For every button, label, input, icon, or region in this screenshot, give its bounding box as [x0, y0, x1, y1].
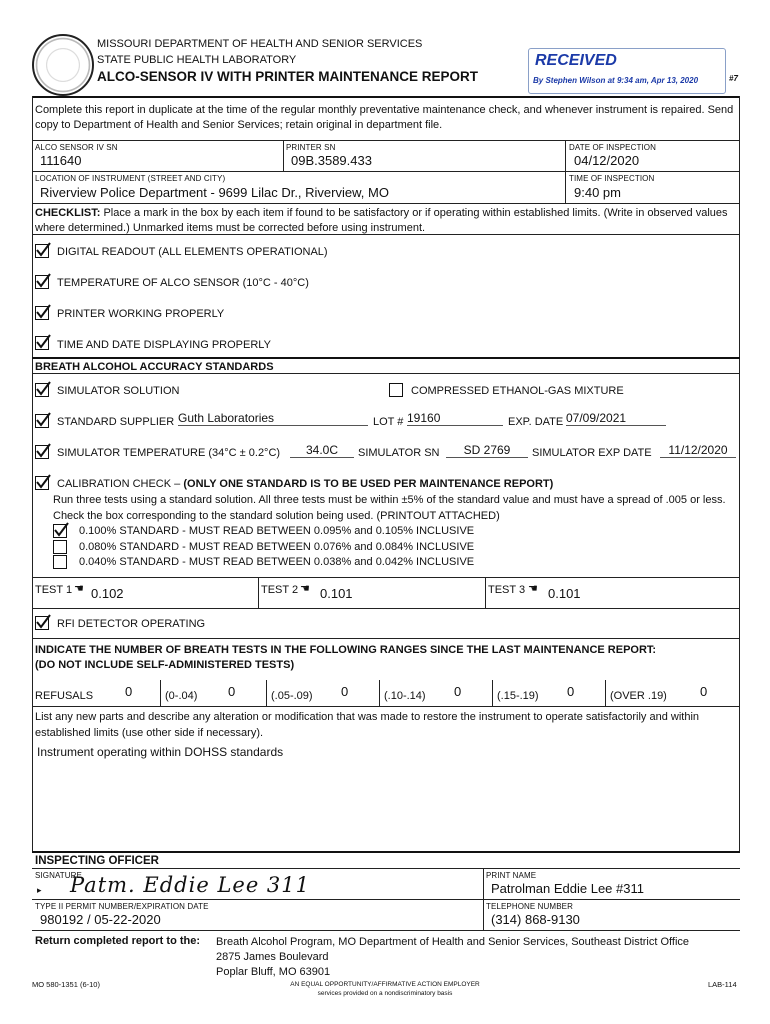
- calibration-label: CALIBRATION CHECK –: [57, 478, 181, 490]
- standard-080-label: 0.080% STANDARD - MUST READ BETWEEN 0.076% and 0.084% INCLUSIVE: [79, 541, 475, 553]
- simulator-temp-checkbox[interactable]: [35, 445, 49, 459]
- signature-field[interactable]: Patm. Eddie Lee 311: [70, 873, 311, 897]
- simulator-solution-checkbox[interactable]: [35, 383, 49, 397]
- standard-100-checkbox[interactable]: [53, 524, 67, 538]
- range-05-09-label: (.05-.09): [271, 690, 313, 702]
- received-stamp: [528, 48, 726, 94]
- time-label: TIME OF INSPECTION: [569, 174, 655, 183]
- compressed-gas-checkbox[interactable]: [389, 383, 403, 397]
- refusals-field[interactable]: 0: [125, 684, 133, 699]
- stamp-detail: By Stephen Wilson at 9:34 am, Apr 13, 2020: [533, 76, 699, 85]
- date-field[interactable]: 04/12/2020: [574, 153, 640, 168]
- calibration-instructions: Run three tests using a standard solution. All three tests must be within ±5% of the standard value and must have a spread of .005 or less. Check the box corresponding to the standard solution being used. (PRINTOUT ATTACHED): [53, 494, 726, 522]
- range-15-19-label: (.15-.19): [497, 690, 539, 702]
- return-line3: Poplar Bluff, MO 63901: [216, 966, 331, 978]
- supplier-label: STANDARD SUPPLIER: [57, 416, 175, 428]
- digital-readout-label: DIGITAL READOUT (ALL ELEMENTS OPERATIONAL): [57, 246, 328, 258]
- phone-field[interactable]: (314) 868-9130: [491, 912, 580, 927]
- page-title: ALCO-SENSOR IV WITH PRINTER MAINTENANCE REPORT: [97, 69, 479, 84]
- location-label: LOCATION OF INSTRUMENT (STREET AND CITY): [35, 174, 226, 183]
- print-name-label: PRINT NAME: [486, 871, 537, 880]
- supplier-field[interactable]: Guth Laboratories: [178, 411, 368, 426]
- return-address: [216, 935, 689, 980]
- calibration-heading: [57, 478, 553, 490]
- eeo-line2: services provided on a nondiscriminatory basis: [317, 990, 453, 997]
- printer-checkbox[interactable]: [35, 306, 49, 320]
- parts-instructions: List any new parts and describe any alteration or modification that was made to restore the instrument to operate satisfactorily and within established limits (use other side if necessary).: [35, 711, 700, 739]
- time-date-checkbox[interactable]: [35, 336, 49, 350]
- permit-label: TYPE II PERMIT NUMBER/EXPIRATION DATE: [35, 902, 209, 911]
- supplier-checkbox[interactable]: [35, 414, 49, 428]
- simulator-temp-field[interactable]: 34.0C: [290, 443, 354, 458]
- simulator-exp-label: SIMULATOR EXP DATE: [532, 447, 652, 459]
- return-line2: 2875 James Boulevard: [216, 951, 329, 963]
- arrow-icon: ▸: [37, 885, 42, 895]
- agency-name: MISSOURI DEPARTMENT OF HEALTH AND SENIOR SERVICES: [97, 38, 423, 50]
- simulator-exp-field[interactable]: 11/12/2020: [660, 443, 736, 458]
- range-10-14-label: (.10-.14): [384, 690, 426, 702]
- intro-text: Complete this report in duplicate at the time of the regular monthly preventative maintenance check, and whenever instrument is repaired. Send copy to Department of Health and Senior Services; retain original in department file.: [35, 104, 734, 131]
- standard-080-checkbox[interactable]: [53, 540, 67, 554]
- date-label: DATE OF INSPECTION: [569, 143, 656, 152]
- range-over-19-field[interactable]: 0: [700, 684, 708, 699]
- alco-sn-field[interactable]: 111640: [40, 153, 82, 168]
- alco-sn-label: ALCO SENSOR IV SN: [35, 143, 118, 152]
- rfi-label: RFI DETECTOR OPERATING: [57, 618, 206, 630]
- range-10-14-field[interactable]: 0: [454, 684, 462, 699]
- test2-field[interactable]: 0.101: [320, 586, 353, 601]
- printer-sn-label: PRINTER SN: [286, 143, 336, 152]
- return-label: Return completed report to the:: [35, 935, 201, 947]
- lab-code: LAB-114: [708, 980, 737, 989]
- standard-040-checkbox[interactable]: [53, 555, 67, 569]
- refusals-label: REFUSALS: [35, 690, 94, 702]
- ranges-subheading: (DO NOT INCLUDE SELF-ADMINISTERED TESTS): [35, 659, 295, 671]
- range-0-04-field[interactable]: 0: [228, 684, 236, 699]
- range-over-19-label: (OVER .19): [610, 690, 667, 702]
- temperature-checkbox[interactable]: [35, 275, 49, 289]
- pointer-icon: ☚: [300, 583, 310, 595]
- temperature-label: TEMPERATURE OF ALCO SENSOR (10°C - 40°C): [57, 277, 309, 289]
- eeo-statement: [0, 980, 770, 998]
- simulator-solution-label: SIMULATOR SOLUTION: [57, 385, 180, 397]
- return-line1: Breath Alcohol Program, MO Department of Health and Senior Services, Southeast District Office: [216, 936, 690, 948]
- state-seal: [32, 34, 94, 96]
- parts-description-field[interactable]: Instrument operating within DOHSS standards: [37, 745, 284, 759]
- print-name-field[interactable]: Patrolman Eddie Lee #311: [491, 881, 644, 896]
- range-05-09-field[interactable]: 0: [341, 684, 349, 699]
- checklist-instructions: [35, 206, 737, 236]
- checklist-text: Place a mark in the box by each item if found to be satisfactory or if operating within established limits. (Write in observed values where determined.) Unmarked items must be corrected before using instrument.: [35, 207, 728, 234]
- test1-field[interactable]: 0.102: [91, 586, 124, 601]
- pointer-icon: ☚: [528, 583, 538, 595]
- test3-field[interactable]: 0.101: [548, 586, 581, 601]
- stamp-number: #7: [729, 74, 738, 83]
- exp-date-field[interactable]: 07/09/2021: [566, 411, 666, 426]
- compressed-gas-label: COMPRESSED ETHANOL-GAS MIXTURE: [411, 385, 624, 397]
- time-date-label: TIME AND DATE DISPLAYING PROPERLY: [57, 339, 271, 351]
- exp-date-label: EXP. DATE: [508, 416, 564, 428]
- officer-heading: INSPECTING OFFICER: [35, 855, 159, 867]
- standard-040-label: 0.040% STANDARD - MUST READ BETWEEN 0.038% and 0.042% INCLUSIVE: [79, 556, 475, 568]
- stamp-title: RECEIVED: [535, 52, 617, 69]
- simulator-sn-label: SIMULATOR SN: [358, 447, 440, 459]
- time-field[interactable]: 9:40 pm: [574, 185, 621, 200]
- range-0-04-label: (0-.04): [165, 690, 198, 702]
- standard-100-label: 0.100% STANDARD - MUST READ BETWEEN 0.095% and 0.105% INCLUSIVE: [79, 525, 475, 537]
- test1-label: TEST 1: [35, 584, 73, 596]
- test3-label: TEST 3: [488, 584, 526, 596]
- location-field[interactable]: Riverview Police Department - 9699 Lilac Dr., Riverview, MO: [40, 185, 389, 200]
- form-number: MO 580-1351 (6-10): [32, 980, 100, 989]
- rfi-checkbox[interactable]: [35, 616, 49, 630]
- phone-label: TELEPHONE NUMBER: [486, 902, 573, 911]
- ranges-heading: INDICATE THE NUMBER OF BREATH TESTS IN THE FOLLOWING RANGES SINCE THE LAST MAINTENANCE REPORT:: [35, 644, 657, 656]
- signature-label: SIGNATURE: [35, 871, 82, 880]
- printer-label: PRINTER WORKING PROPERLY: [57, 308, 225, 320]
- permit-field[interactable]: 980192 / 05-22-2020: [40, 912, 161, 927]
- calibration-checkbox[interactable]: [35, 476, 49, 490]
- calibration-label-bold: (ONLY ONE STANDARD IS TO BE USED PER MAINTENANCE REPORT): [183, 478, 554, 490]
- printer-sn-field[interactable]: 09B.3589.433: [291, 153, 372, 168]
- standards-heading: BREATH ALCOHOL ACCURACY STANDARDS: [35, 361, 274, 373]
- lot-label: LOT #: [373, 416, 404, 428]
- test2-label: TEST 2: [261, 584, 299, 596]
- checklist-heading: CHECKLIST:: [35, 207, 101, 219]
- range-15-19-field[interactable]: 0: [567, 684, 575, 699]
- lab-name: STATE PUBLIC HEALTH LABORATORY: [97, 54, 297, 66]
- digital-readout-checkbox[interactable]: [35, 244, 49, 258]
- eeo-line1: AN EQUAL OPPORTUNITY/AFFIRMATIVE ACTION EMPLOYER: [290, 981, 480, 988]
- simulator-temp-label: SIMULATOR TEMPERATURE (34°C ± 0.2°C): [57, 447, 281, 459]
- pointer-icon: ☚: [74, 583, 84, 595]
- simulator-sn-field[interactable]: SD 2769: [446, 443, 528, 458]
- lot-field[interactable]: 19160: [407, 411, 503, 426]
